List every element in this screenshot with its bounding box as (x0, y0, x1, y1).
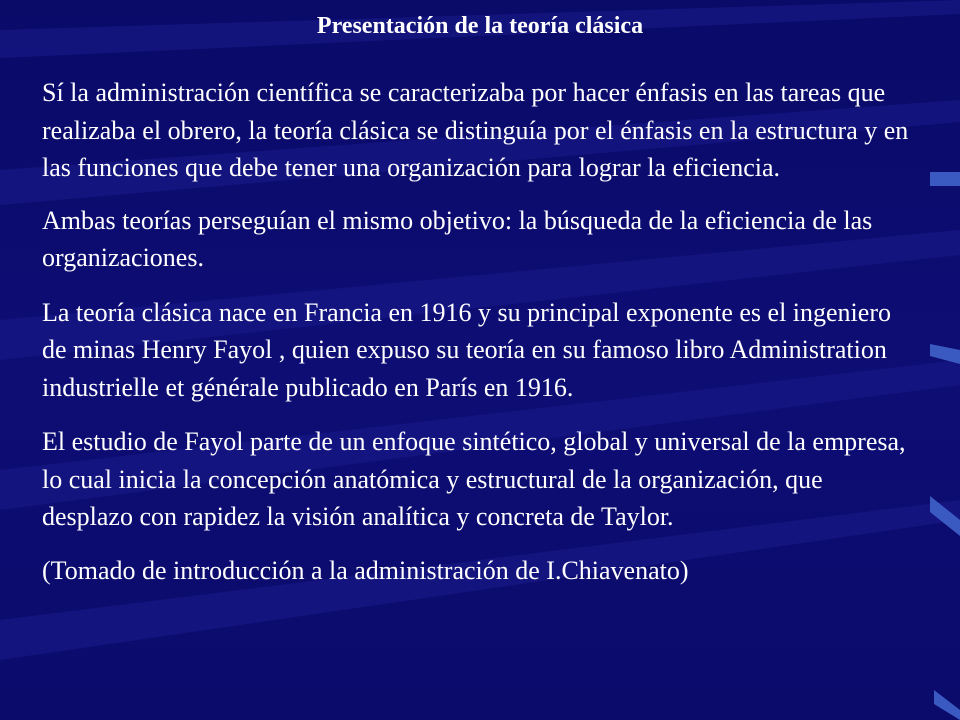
paragraph-source-citation: (Tomado de introducción a la administración de I.Chiavenato) (42, 555, 689, 585)
paragraph-classical-vs-scientific: Sí la administración científica se caracterizaba por hacer énfasis en las tareas que realizaba el obrero, la teoría clásica se distinguía por el énfasis en la estructura y en las funciones que debe tener una organización para lograr la eficiencia. (42, 78, 909, 182)
paragraph-shared-objective: Ambas teorías perseguían el mismo objetivo: la búsqueda de la eficiencia de las organizaciones. (42, 205, 873, 272)
slide-title: Presentación de la teoría clásica (316, 13, 644, 39)
accent-mark-4 (934, 690, 960, 720)
accent-mark-2 (930, 344, 960, 364)
paragraph-origin-fayol: La teoría clásica nace en Francia en 1916 y su principal exponente es el ingeniero de minas Henry Fayol , quien expuso su teoría en su famoso libro Administration industrielle et générale publicado en París en 1916. (42, 297, 891, 402)
accent-mark-1 (930, 172, 960, 186)
slide-content (42, 8, 918, 720)
paragraph-fayol-study: El estudio de Fayol parte de un enfoque sintético, global y universal de la empresa, lo cual inicia la concepción anatómica y estructural de la organización, que desplazo con rapidez la visión analítica y concreta de Taylor. (42, 427, 906, 531)
